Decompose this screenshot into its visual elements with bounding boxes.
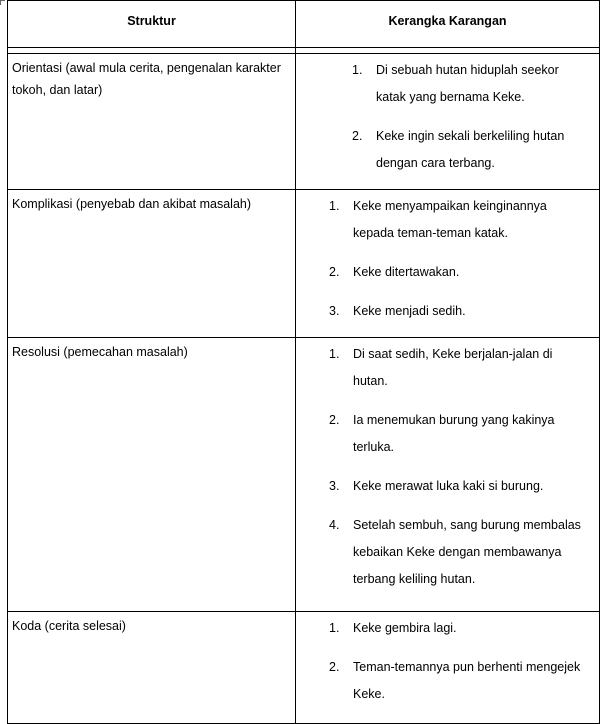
structure-cell: Orientasi (awal mula cerita, pengenalan karakter tokoh, dan latar) — [8, 54, 296, 190]
header-outline: Kerangka Karangan — [296, 1, 600, 48]
list-item: 2. Keke ditertawakan. — [329, 265, 460, 279]
list-item: 3. Keke merawat luka kaki si burung. — [329, 479, 544, 493]
list-item: 1. Di sebuah hutan hiduplah seekor katak yang bernama Keke. — [352, 63, 559, 104]
list-item: 1. Keke menyampaikan keinginannya kepada teman-teman katak. — [329, 199, 547, 240]
list-item: 1. Di saat sedih, Keke berjalan-jalan di hutan. — [329, 347, 553, 388]
table-row-resolusi — [8, 338, 600, 612]
list-item: 3. Keke menjadi sedih. — [329, 304, 466, 318]
outline-list — [329, 612, 599, 708]
list-item: 2. Ia menemukan burung yang kakinya terluka. — [329, 413, 555, 454]
story-outline-table — [7, 0, 600, 724]
outline-list — [352, 54, 599, 177]
structure-cell: Komplikasi (penyebab dan akibat masalah) — [8, 190, 296, 338]
header-structure: Struktur — [8, 1, 296, 48]
list-item: 1. Keke gembira lagi. — [329, 621, 457, 635]
table-row-orientasi — [8, 54, 600, 190]
outline-cell — [296, 190, 600, 338]
outline-cell — [296, 54, 600, 190]
outline-cell — [296, 338, 600, 612]
list-item: 2. Keke ingin sekali berkeliling hutan dengan cara terbang. — [352, 129, 565, 170]
list-item: 4. Setelah sembuh, sang burung membalas kebaikan Keke dengan membawanya terbang keliling hutan. — [329, 518, 581, 586]
table-row-komplikasi — [8, 190, 600, 338]
structure-cell: Resolusi (pemecahan masalah) — [8, 338, 296, 612]
outline-list — [329, 190, 599, 325]
table-header-row — [8, 1, 600, 48]
structure-cell: Koda (cerita selesai) — [8, 612, 296, 724]
outline-list — [329, 338, 599, 593]
corner-crop-mark — [0, 0, 5, 5]
list-item: 2. Teman-temannya pun berhenti mengejek Keke. — [329, 660, 581, 701]
